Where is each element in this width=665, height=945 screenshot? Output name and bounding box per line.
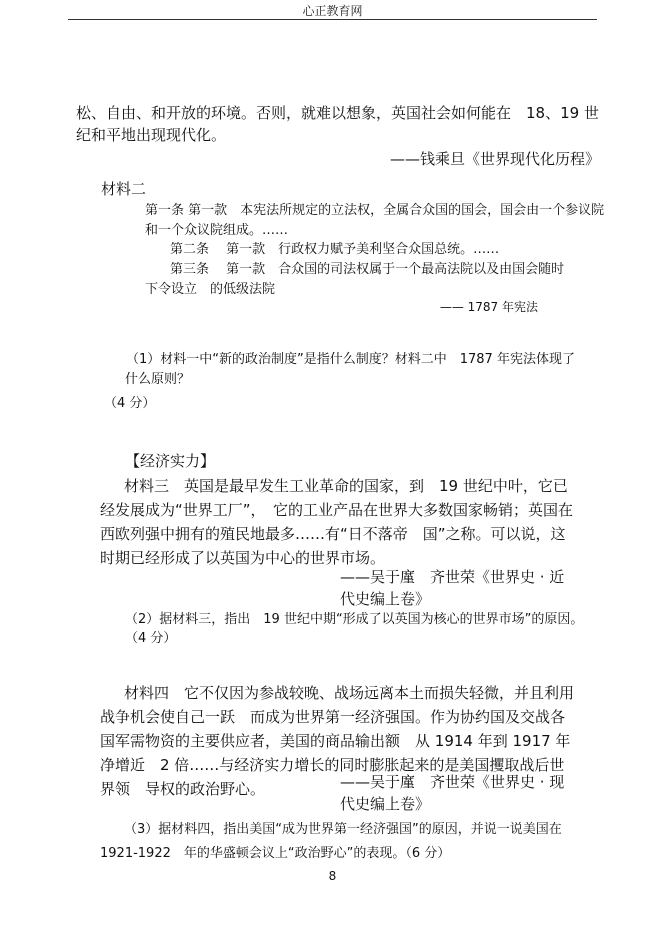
question1-score: （4 分） [104, 396, 156, 411]
question1-text: （1）材料一中“新的政治制度”是指什么制度？材料二中 1787 年宪法体现了什么原则？ [125, 352, 575, 387]
page-number: 8 [328, 869, 337, 883]
material2-article3: 第三条 第一款 合众国的司法权属于一个最高法院以及由国会随时下令设立 的低级法院 [145, 262, 565, 297]
material2-source: —— 1787 年宪法 [439, 300, 538, 314]
header-divider [68, 19, 597, 20]
page-header: 心正教育网 [302, 4, 363, 18]
material4-source: ——吴于廑 齐世荣《世界史 · 现代史编上卷》 [340, 773, 565, 813]
material2-article1: 第一条 第一款 本宪法所规定的立法权，全属合众国的国会，国会由一个参议院和一个众议院组成。…… [145, 203, 605, 238]
material3-text: 材料三 英国是最早发生工业革命的国家，到 19 世纪中叶，它已经发展成为“世界工厂”， 它的工业产品在世界大多数国家畅销；英国在西欧列强中拥有的殖民地最多……有“日不落帝 国”之称。可以说，这时期已经形成了以英国为中心的世界市场。 [100, 477, 574, 567]
material1-source: ——钱乘旦《世界现代化历程》 [389, 150, 600, 168]
material2-article2: 第二条 第一款 行政权力赋予美利坚合众国总统。…… [170, 242, 500, 257]
question2-text: （2）据材料三，指出 19 世纪中期“形成了以英国为核心的世界市场”的原因。 [125, 612, 584, 627]
section-economy-title: 【经济实力】 [125, 452, 216, 470]
material3-source: ——吴于廑 齐世荣《世界史 · 近代史编上卷》 [340, 568, 565, 608]
material1-tail-text: 松、自由、和开放的环境。否则，就难以想象，英国社会如何能在 18、19 世纪和平地出现现代化。 [76, 104, 599, 144]
material2-label: 材料二 [101, 180, 147, 198]
material4-text: 材料四 它不仅因为参战较晚、战场远离本土而损失轻微，并且利用战争机会使自己一跃 而成为世界第一经济强国。作为协约国及交战各国军需物资的主要供应者，美国的商品输出额 从 1914 年到 1917 年净增近 2 倍……与经济实力增长的同时膨胀起来的是美国攫取战后世界领 导权的政治野心。 [100, 684, 575, 798]
question2-score: （4 分） [125, 631, 177, 646]
question3-text: （3）据材料四，指出美国“成为世界第一经济强国”的原因，并说一说美国在 1921-1922 年的华盛顿会议上“政治野心”的表现。（6 分） [100, 822, 562, 861]
